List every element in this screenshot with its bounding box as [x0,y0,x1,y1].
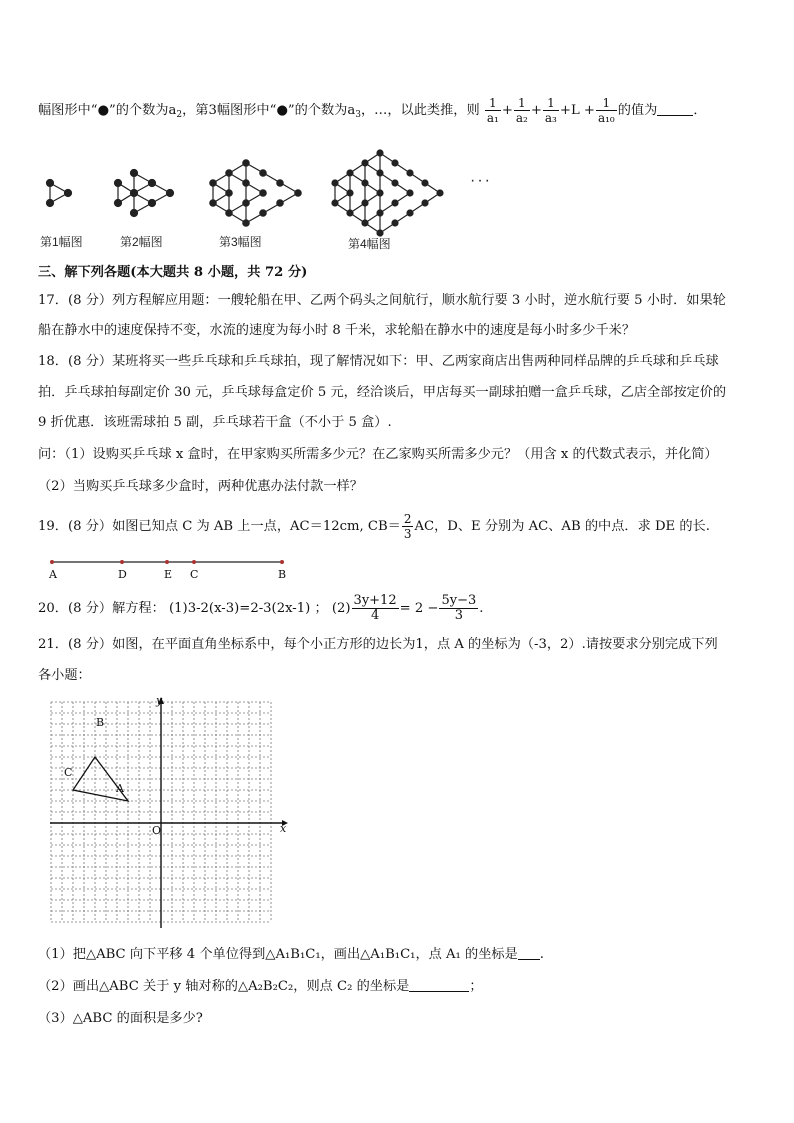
figure-4 [332,150,443,236]
q21-sub-1: （1）把△ABC 向下平移 4 个单位得到△A₁B₁C₁，画出△A₁B₁C₁，点 A₁ 的坐标是 . [38,947,544,962]
q16-frac-2: $\frac{1}{\text{a₂}}$ [515,96,528,125]
q18-line-1: 18．(8 分）某班将买一些乒乓球和乒乓球拍，现了解情况如下：甲、乙两家商店出售两种同样品牌的乒乓球和乒乓球 [38,354,719,369]
q18-line-3: 9 折优惠．该班需球拍 5 副，乒乓球若干盒（不小于 5 盒）. [38,415,392,430]
point-a-label: A [116,782,124,795]
more-figures-dots: ··· [470,172,492,189]
seg-label-a: A [49,568,57,581]
q16-sub-a2: 2 [176,110,183,120]
q16-line: 幅图形中“●”的个数为$a_2$，第3幅图形中“●”的个数为$a_3$，…，以此类推，则 $\frac{1}{\text{a₁}}$ + $\frac{1}{\text{a₂}}$ + $\frac{1}{\text{a₃}}$ +L + $\frac{1}{\text{a₁₀}}$ 的值为 ． [38,96,707,125]
y-axis-label: y [156,694,163,707]
q20-frac-1: $\frac{3y+12}{4}$ [353,593,397,623]
coordinate-grid [48,696,288,932]
q17-line-2: 船在静水中的速度保持不变，水流的速度为每小时 8 千米，求轮船在静水中的速度是每小时多少千米？ [38,323,636,338]
q16-ellipsis: L [570,103,580,118]
q20-line: 20．(8 分）解方程： (1)3-2(x-3)=2-3(2x-1) ； (2) $\frac{3y+12}{4}$ = 2 − $\frac{5y-3}{3}$ . [38,593,484,623]
q16-text-a: 幅图形中“●”的个数为a [38,103,177,118]
point-c-label: C [64,766,73,779]
q21-line-1: 21．(8 分）如图，在平面直角坐标系中，每个小正方形的边长为1，点 A 的坐标为（-3，2）.请按要求分别完成下列 [38,637,718,652]
seg-label-e: E [164,568,173,581]
q21-sub-3: （3）△ABC 的面积是多少? [38,1011,203,1026]
q17-line-1: 17．(8 分）列方程解应用题：一艘轮船在甲、乙两个码头之间航行，顺水航行要 3 小时，逆水航行要 5 小时．如果轮 [38,293,726,308]
point-b-label: B [96,716,105,729]
q16-text-c: ，…，以此类推，则 [360,103,480,118]
figure-1 [47,180,72,207]
q21-sub-2: （2）画出△ABC 关于 y 轴对称的△A₂B₂C₂，则点 C₂ 的坐标是 ； [38,979,483,994]
seg-label-d: D [118,568,127,581]
seg-label-c: C [190,568,199,581]
q18-line-2: 拍．乒乓球拍每副定价 30 元，乒乓球每盒定价 5 元，经洽谈后，甲店每买一副球拍赠一盒乒乓球，乙店全部按定价的 [38,385,727,400]
caption-figure-2: 第2幅图 [120,235,163,249]
q20-frac-2: $\frac{5y-3}{3}$ [441,593,477,623]
q21-blank-2[interactable] [409,979,469,992]
figure-3 [210,160,301,226]
q18-line-4: 问：（1）设购买乒乓球 x 盒时，在甲家购买所需多少元？在乙家购买所需多少元？（用含 x 的代数式表示，并化简） [38,447,718,462]
q19-frac: $\frac{2}{3}$ [403,512,412,541]
q18-line-5: （2）当购买乒乓球多少盒时，两种优惠办法付款一样？ [38,479,363,494]
q16-frac-10: $\frac{1}{\text{a₁₀}}$ [597,96,615,125]
dot-figures [30,145,510,255]
q16-text-b: ，第3幅图形中“●”的个数为a [182,103,356,118]
seg-label-b: B [278,568,287,581]
section-heading: 三、解下列各题(本大题共 8 小题，共 72 分) [38,265,308,280]
caption-figure-4: 第4幅图 [348,237,391,251]
q16-frac-1: $\frac{1}{\text{a₁}}$ [486,96,499,125]
figure-2 [115,170,174,217]
q16-answer-blank[interactable] [657,103,693,116]
x-axis-label: x [280,822,287,835]
caption-figure-3: 第3幅图 [219,235,262,249]
q19-line: 19．(8 分）如图已知点 C 为 AB 上一点，AC＝12cm, CB＝ $\frac{2}{3}$ AC，D、E 分别为 AC、AB 的中点．求 DE 的长. [38,512,710,541]
q16-frac-3: $\frac{1}{\text{a₃}}$ [544,96,557,125]
caption-figure-1: 第1幅图 [40,235,83,249]
q16-sub-a3: 3 [355,110,361,120]
q16-text-d: 的值为 [617,103,658,118]
q21-line-2: 各小题： [38,668,91,683]
q21-blank-1[interactable] [518,947,540,960]
origin-label: O [152,824,162,837]
